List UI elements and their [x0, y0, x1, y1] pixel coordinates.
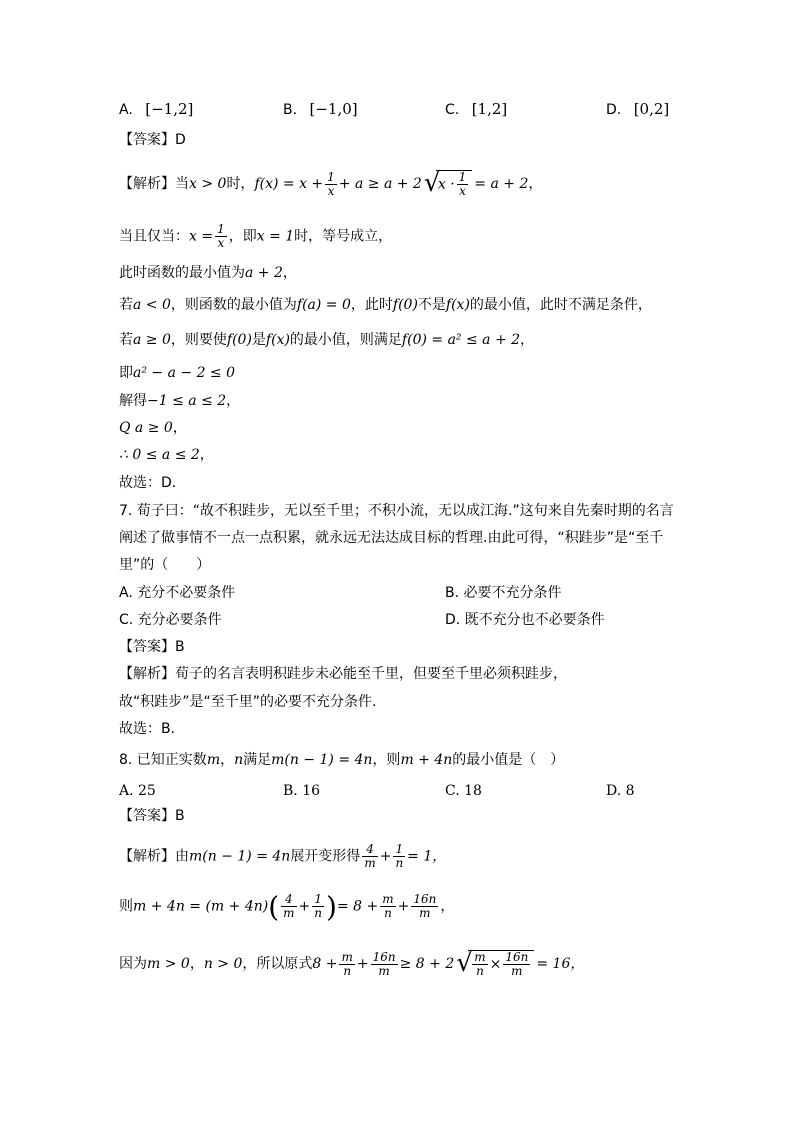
math: f(a) = 0	[296, 297, 351, 313]
math: +	[356, 956, 369, 972]
text: ，	[520, 332, 535, 348]
q7-stem-line-2: 阐述了做事情不一点一点积累，就永远无法达成目标的哲理.由此可得，“积跬步”是“至千	[119, 530, 664, 546]
math: = 16，	[536, 956, 585, 972]
math: a + 2	[245, 265, 283, 281]
fraction	[312, 893, 324, 920]
math: ∴ 0 ≤ a ≤ 2	[119, 447, 200, 463]
math: ≥ 8 + 2	[399, 956, 455, 972]
fraction-denominator: n	[343, 963, 352, 978]
math: f(x)	[445, 297, 470, 313]
text: 解得	[119, 393, 147, 409]
text: ，则函数的最小值为	[170, 297, 297, 313]
fraction-denominator: m	[283, 906, 295, 920]
fraction-denominator: n	[384, 906, 392, 920]
text: ，	[199, 447, 214, 463]
text: 的最小值，此时不满足条件，	[469, 297, 652, 313]
text: ，	[528, 176, 543, 192]
math: x ·	[437, 176, 455, 193]
q6-solution-line-3	[119, 263, 297, 283]
fraction	[362, 843, 377, 870]
text: 不是	[417, 297, 446, 313]
text: 当	[175, 176, 189, 192]
text: 的最小值，则满足	[289, 332, 402, 348]
fraction-denominator: n	[395, 856, 404, 870]
option-value: [0,2]	[633, 100, 670, 118]
text: 则	[119, 898, 133, 915]
fraction-denominator: x	[217, 236, 225, 250]
q8-answer: 【答案】B	[119, 808, 185, 824]
q7-answer: 【答案】B	[119, 639, 185, 655]
q6-solution-line-4	[119, 295, 652, 315]
text: 【解析】由	[119, 848, 189, 865]
fraction	[393, 843, 405, 870]
radical-sign: √	[456, 948, 473, 978]
q6-answer: 【答案】D	[119, 132, 186, 148]
fraction	[503, 951, 530, 978]
fraction-denominator: m	[419, 906, 431, 920]
option-label: A.	[119, 102, 133, 118]
fraction	[371, 951, 398, 978]
math: m	[206, 752, 221, 768]
math: m(n − 1) = 4n	[189, 848, 291, 865]
radicand	[436, 170, 472, 198]
text: 因为	[119, 956, 147, 972]
text: ，	[440, 898, 455, 915]
q7-solution-line-3: 故选：B.	[119, 721, 176, 737]
text: 的最小值是（ ）	[452, 752, 565, 768]
q6-solution-line-7	[119, 391, 240, 411]
math: f(0)	[226, 332, 252, 348]
q6-solution-line-5	[119, 330, 534, 350]
fraction-denominator: m	[378, 963, 390, 978]
text: ，	[282, 265, 297, 281]
math: + a ≥ a + 2	[338, 176, 422, 192]
text: ，则要使	[170, 332, 227, 348]
math: ×	[489, 956, 502, 973]
fraction-numerator: m	[341, 949, 353, 964]
fraction	[215, 223, 227, 250]
q8-option-a: A. 25	[119, 783, 156, 799]
solution-label: 【解析】	[119, 176, 175, 192]
q8-option-d: D. 8	[606, 783, 635, 799]
fraction-numerator: 1	[312, 893, 324, 907]
fraction	[281, 893, 296, 920]
text: 此时函数的最小值为	[119, 265, 245, 281]
math: n	[234, 752, 244, 768]
math: x > 0	[189, 176, 227, 192]
q7-stem-line-3: 里”的（ ）	[119, 557, 211, 573]
square-root	[424, 170, 472, 198]
left-paren: (	[268, 890, 280, 924]
option-label: C.	[445, 102, 460, 118]
q8-solution-line-2: 则m + 4n = (m + 4n)( $\frac{4}{m}$ + $\frac{1}{n}$ )= 8 + $\frac{m}{n}$ + $\frac{16n}{m}$ ，	[119, 890, 455, 924]
text: 若	[119, 332, 133, 348]
fraction	[380, 893, 395, 920]
fraction-numerator: 1	[217, 222, 225, 236]
q7-option-a: A. 充分不必要条件	[119, 585, 236, 601]
option-value: [−1,0]	[309, 100, 358, 118]
text: 当且仅当：	[119, 228, 189, 245]
fraction	[325, 171, 337, 198]
math: a < 0	[133, 297, 171, 313]
text: 时，等号成立，	[294, 228, 393, 245]
fraction-numerator: 4	[281, 893, 296, 907]
q6-option-b	[283, 99, 358, 120]
math: m > 0	[147, 956, 190, 972]
option-value: [1,2]	[471, 100, 508, 118]
math: +	[379, 848, 392, 865]
math: x =	[189, 228, 214, 245]
fraction-denominator: x	[327, 183, 335, 198]
text: ，	[226, 393, 241, 409]
math: −1 ≤ a ≤ 2	[147, 393, 227, 409]
radical-sign: √	[423, 168, 441, 198]
math: = a + 2	[474, 176, 529, 192]
option-label: B.	[283, 102, 298, 118]
math: = 8 +	[336, 898, 379, 915]
math: Q a ≥ 0	[119, 420, 173, 436]
math: a² − a − 2 ≤ 0	[133, 365, 236, 381]
text: 即	[119, 365, 133, 381]
text: ，即	[228, 228, 257, 245]
fraction	[411, 893, 438, 920]
text: 展开变形得	[290, 848, 361, 865]
fraction-denominator: m	[364, 856, 376, 870]
q6-option-c	[445, 99, 507, 120]
fraction	[457, 171, 469, 198]
fraction-numerator: m	[474, 950, 486, 964]
q6-solution-line-2	[119, 223, 392, 250]
square-root	[456, 950, 534, 978]
math: 8 +	[312, 956, 338, 972]
text: ，则	[372, 752, 401, 768]
math: x = 1	[256, 228, 295, 245]
q6-solution-line-6	[119, 363, 235, 383]
math: m + 4n	[400, 752, 453, 768]
math: m(n − 1) = 4n	[271, 752, 373, 768]
q7-solution-line-2: 故“积跬步”是“至千里”的必要不充分条件.	[119, 694, 377, 710]
fraction	[339, 951, 354, 978]
text: ，	[220, 752, 235, 768]
q8-option-b: B. 16	[283, 783, 321, 799]
q7-option-c: C. 充分必要条件	[119, 612, 222, 628]
math: m + 4n = (m + 4n)	[133, 898, 269, 915]
math: n > 0	[203, 956, 243, 972]
fraction-numerator: 16n	[413, 892, 437, 906]
q6-solution-line-8	[119, 418, 187, 438]
q6-solution-line-10: 故选：D．	[119, 475, 186, 491]
math: f(x)	[265, 332, 290, 348]
option-label: D.	[606, 102, 622, 118]
text: ，此时	[350, 297, 393, 313]
radicand	[468, 950, 534, 978]
fraction-numerator: m	[382, 892, 394, 906]
q6-option-d	[606, 99, 669, 120]
text: 若	[119, 297, 133, 313]
fraction-numerator: 1	[458, 170, 467, 184]
fraction-numerator: 4	[362, 843, 377, 857]
q8-solution-line-3	[119, 950, 584, 978]
text: 是	[251, 332, 266, 348]
q6-solution-line-1	[119, 170, 542, 198]
math: a ≥ 0	[133, 332, 171, 348]
fraction-numerator: 16n	[505, 950, 529, 964]
text: ，所以原式	[242, 956, 313, 972]
option-value: [−1,2]	[145, 100, 194, 118]
q6-solution-line-9	[119, 445, 214, 465]
fraction-numerator: 16n	[372, 949, 396, 964]
q6-option-a	[119, 99, 193, 120]
q7-solution-line-1: 【解析】荀子的名言表明积跬步未必能至千里，但要至千里必须积跬步，	[119, 666, 567, 682]
q7-option-d: D. 既不充分也不必要条件	[445, 612, 605, 628]
right-paren: )	[326, 890, 337, 924]
text: 8. 已知正实数	[119, 752, 207, 768]
fraction	[472, 951, 487, 978]
fraction-numerator: 1	[327, 169, 335, 184]
fraction-denominator: x	[459, 184, 466, 198]
q7-option-b: B. 必要不充分条件	[445, 585, 562, 601]
fraction-numerator: 1	[393, 843, 405, 857]
text: ，	[189, 956, 204, 972]
fraction-denominator: m	[511, 964, 523, 978]
q8-stem	[119, 750, 564, 770]
math: = 1，	[407, 848, 447, 865]
fraction-denominator: n	[314, 906, 323, 920]
math: f(0)	[392, 297, 418, 313]
math: +	[397, 898, 410, 915]
text: ，	[172, 420, 187, 436]
math: f(x) = x +	[254, 176, 324, 192]
q7-stem-line-1: 7. 荀子曰：“故不积跬步，无以至千里；不积小流，无以成江海.”这句来自先秦时期的名言	[119, 503, 674, 519]
q8-solution-line-1	[119, 843, 446, 870]
q8-option-c: C. 18	[445, 783, 482, 799]
text: 时，	[226, 176, 255, 192]
math: f(0) = a² ≤ a + 2	[401, 332, 521, 348]
fraction-denominator: n	[476, 964, 484, 978]
text: 满足	[243, 752, 272, 768]
